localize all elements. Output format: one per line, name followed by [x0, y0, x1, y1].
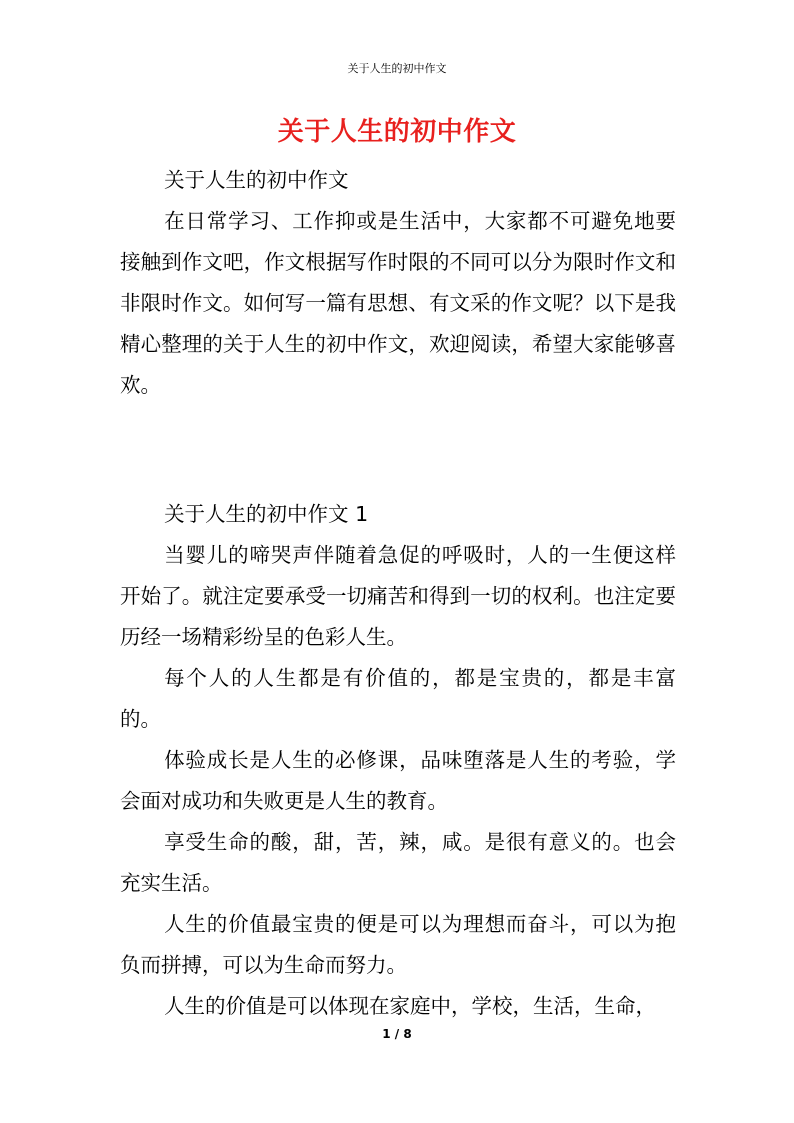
paragraph: 当婴儿的啼哭声伴随着急促的呼吸时，人的一生便这样开始了。就注定要承受一切痛苦和得到一切的权利。也注定要历经一场精彩纷呈的色彩人生。: [120, 543, 676, 649]
intro-paragraph: 在日常学习、工作抑或是生活中，大家都不可避免地要接触到作文吧，作文根据写作时限的不同可以分为限时作文和非限时作文。如何写一篇有思想、有文采的作文呢？以下是我精心整理的关于人生的初中作文，欢迎阅读，希望大家能够喜欢。: [120, 209, 676, 397]
intro-block: [120, 160, 676, 406]
section-heading: 关于人生的初中作文 1: [164, 502, 369, 526]
paragraph: 人生的价值最宝贵的便是可以为理想而奋斗，可以为抱负而拼搏，可以为生命而努力。: [120, 912, 676, 977]
intro-subtitle: 关于人生的初中作文: [164, 168, 349, 192]
document-title: 关于人生的初中作文: [277, 117, 517, 147]
paragraph: 每个人的人生都是有价值的，都是宝贵的，都是丰富的。: [120, 666, 676, 731]
paragraph: 人生的价值是可以体现在家庭中，学校，生活，生命，: [164, 994, 657, 1018]
paragraph: 享受生命的酸，甜，苦，辣，咸。是很有意义的。也会充实生活。: [120, 830, 676, 895]
running-header: 关于人生的初中作文: [347, 62, 447, 75]
essay-section-1: [120, 494, 676, 1027]
paragraph: 体验成长是人生的必修课，品味堕落是人生的考验，学会面对成功和失败更是人生的教育。: [120, 748, 676, 813]
page-number: 1 / 8: [382, 1027, 412, 1041]
